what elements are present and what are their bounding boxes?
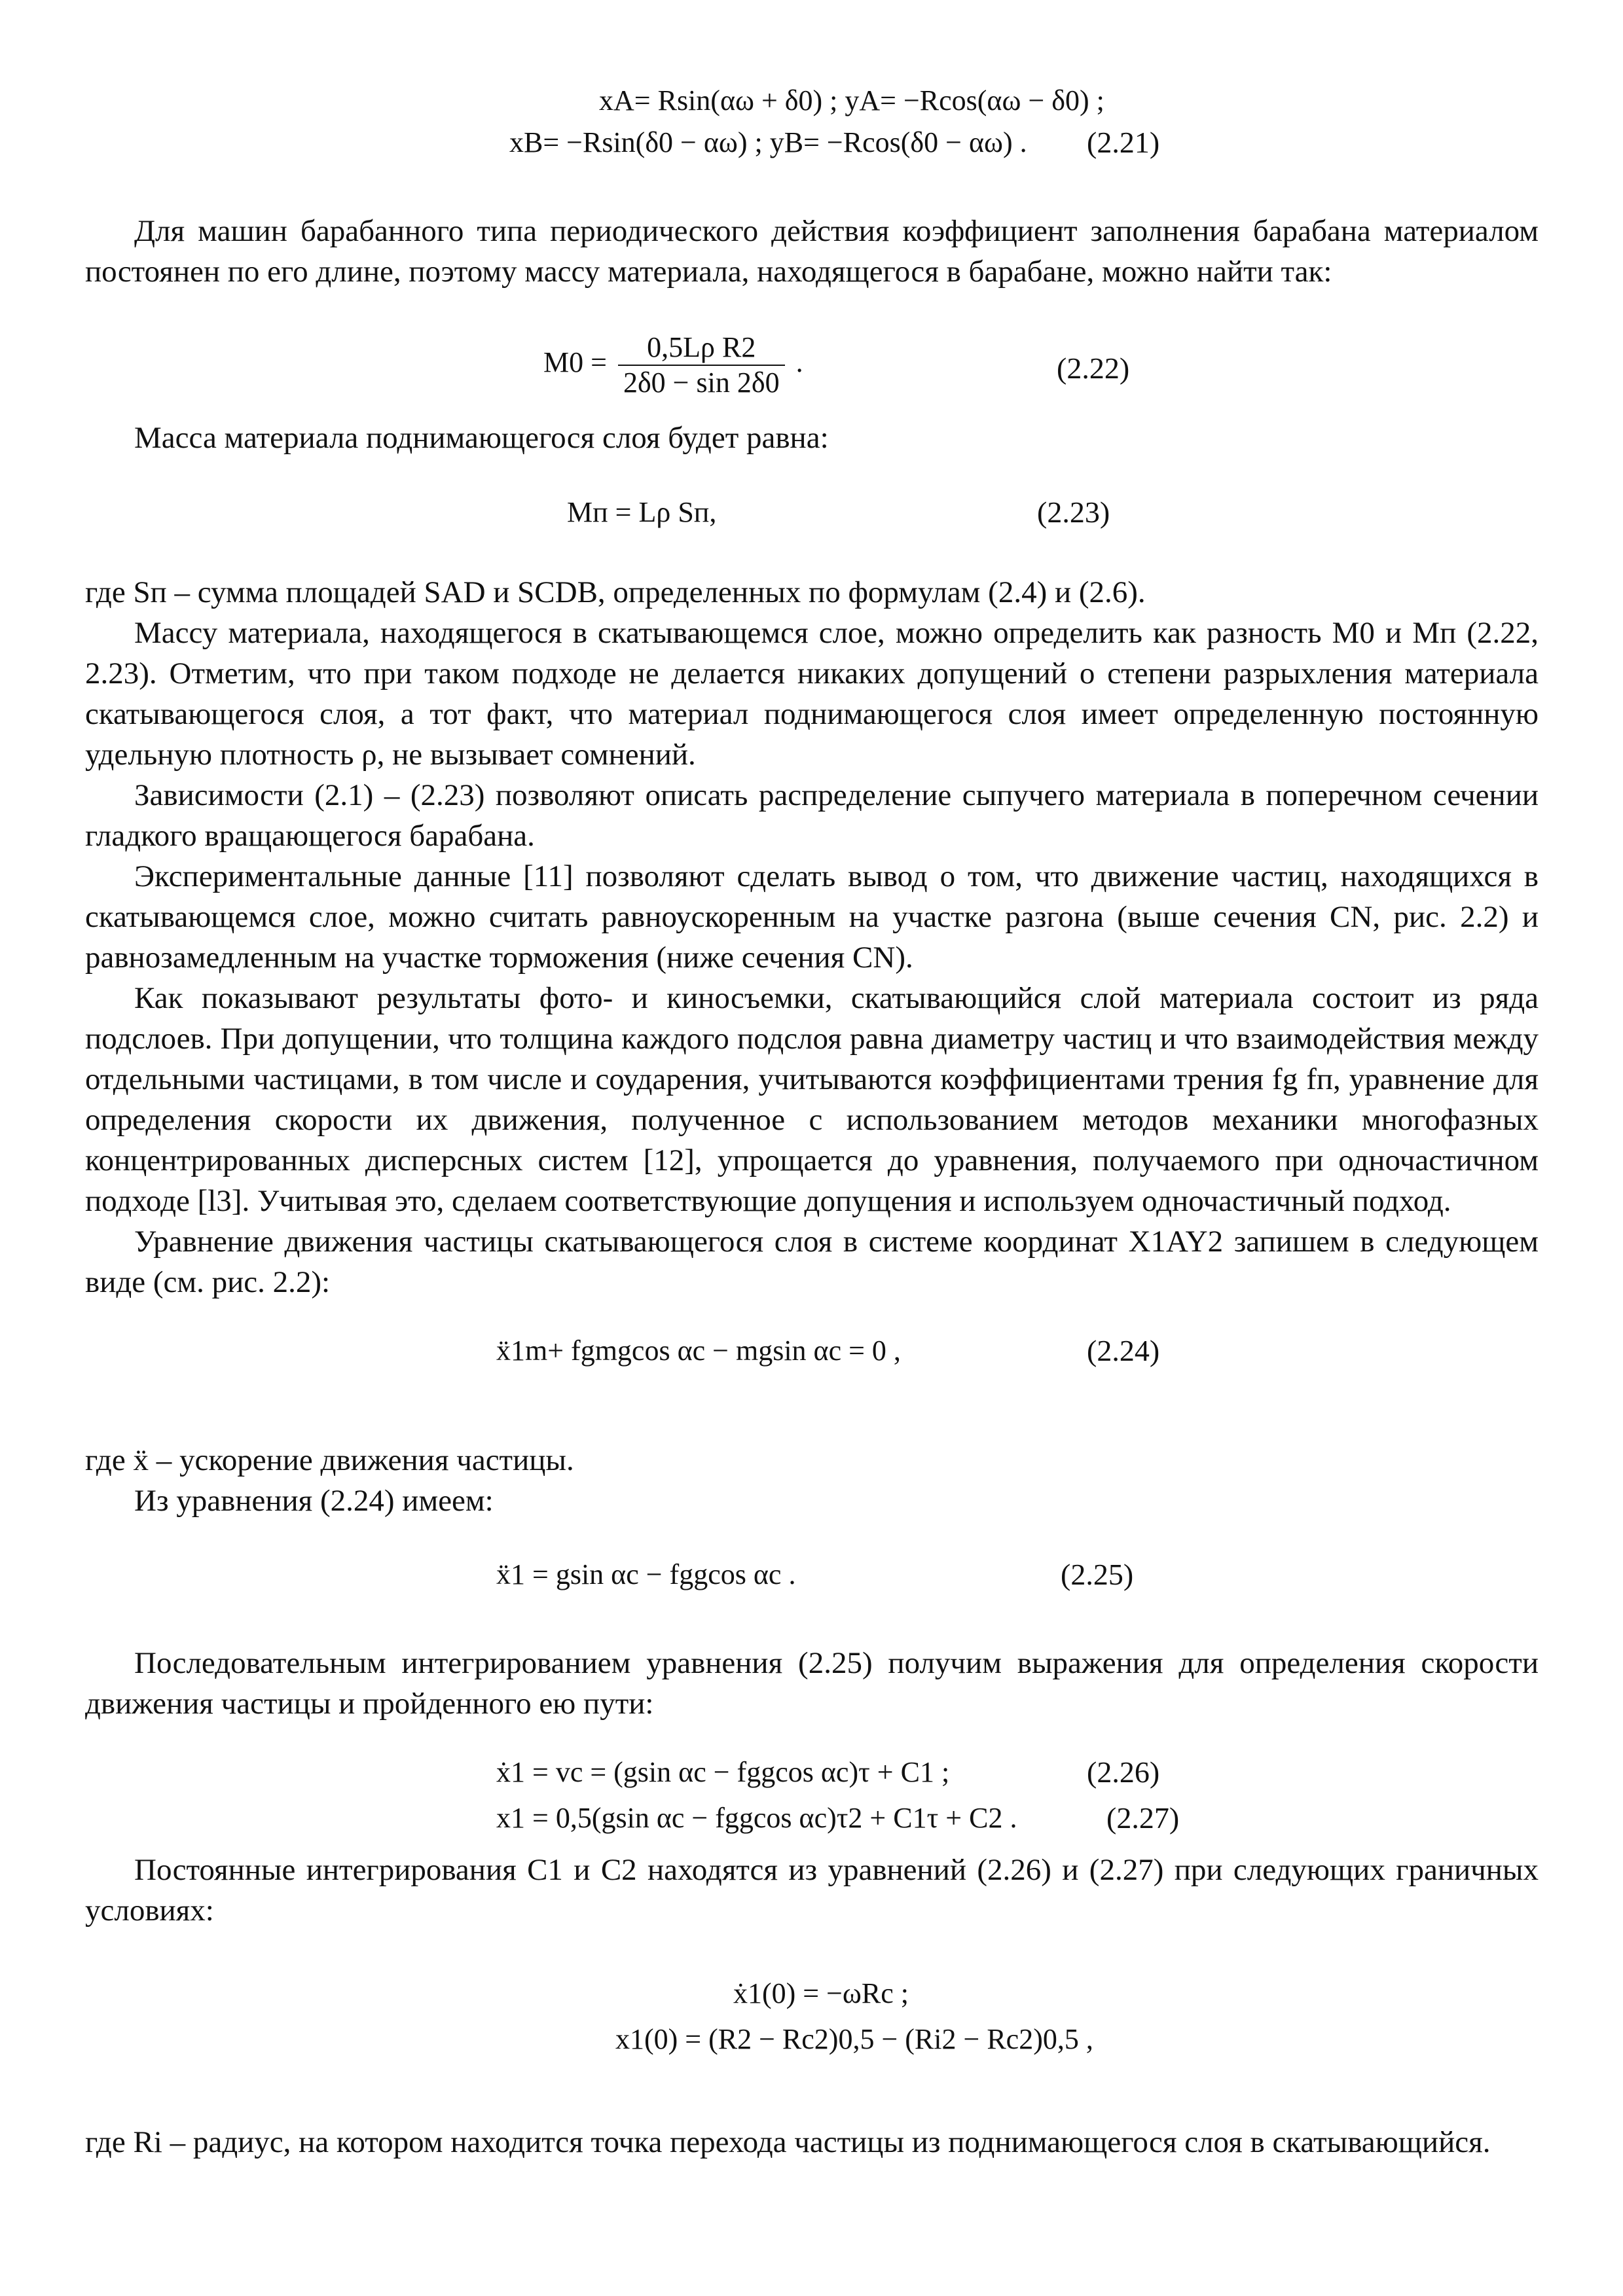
paragraph-rising-layer: Масса материала поднимающегося слоя будет равна: <box>134 421 829 455</box>
equation-2-23-number: (2.23) <box>1037 495 1110 529</box>
equation-2-22-number: (2.22) <box>1057 351 1130 385</box>
paragraph-sublayers: Как показывают результаты фото- и киносъемки, скатывающийся слой материала состоит из ряда подслоев. При допущении, что толщина каждого подслоя равна диаметру частиц и что взаимодействия между отдельными частицами, в том числе и соударения, учитываются коэффициентами трения fg fп, уравнение для определения скорости их движения, полученное с использованием методов механики многофазных концентрированных дисперсных систем [12], упрощается до уравнения, получаемого при одночастичном подходе [l3]. Учитывая это, сделаем соответствующие допущения и используем одночастичный подход. <box>85 981 1539 1218</box>
equation-2-21-number: (2.21) <box>1087 126 1160 159</box>
equation-2-25: ẍ1 = gsin αc − fggcos αc . <box>496 1558 796 1590</box>
equation-2-25-number: (2.25) <box>1061 1558 1134 1591</box>
equation-2-27-number: (2.27) <box>1106 1801 1180 1835</box>
equation-2-26: ẋ1 = vc = (gsin αc − fggcos αc)τ + C1 ; <box>496 1756 950 1788</box>
equation-2-24-number: (2.24) <box>1087 1334 1160 1367</box>
paragraph-motion-equation: Уравнение движения частицы скатывающегося слоя в системе координат X1AY2 запишем в следующем виде (см. рис. 2.2): <box>85 1225 1539 1299</box>
paragraph-transition-radius: где Ri – радиус, на котором находится точка перехода частицы из поднимающегося слоя в скатывающийся. <box>85 2125 1491 2159</box>
paragraph-rolling-mass: Массу материала, находящегося в скатывающемся слое, можно определить как разность M0 и Mп (2.22, 2.23). Отметим, что при таком подходе не делается никаких допущений о степени разрыхления материала скатывающегося слоя, а тот факт, что материал поднимающегося слоя имеет определенную постоянную удельную плотность ρ, не вызывает сомнений. <box>85 616 1539 772</box>
paragraph-acceleration: где ẍ – ускорение движения частицы. <box>85 1443 574 1477</box>
paragraph-experimental: Экспериментальные данные [11] позволяют сделать вывод о том, что движение частиц, находящихся в скатывающемся слое, можно считать равноускоренным на участке разгона (выше сечения CN, рис. 2.2) и равнозамедленным на участке торможения (ниже сечения CN). <box>85 859 1539 975</box>
equation-2-21-line1: xA= Rsin(αω + δ0) ; yA= −Rcos(αω − δ0) ; <box>599 84 1104 117</box>
paragraph-drum-mass: Для машин барабанного типа периодического действия коэффициент заполнения барабана материалом постоянен по его длине, поэтому массу материала, находящегося в барабане, можно найти так: <box>85 214 1539 289</box>
equation-2-26-number: (2.26) <box>1087 1755 1160 1789</box>
paragraph-sum-areas: где Sп – сумма площадей SAD и SCDB, определенных по формулам (2.4) и (2.6). <box>85 575 1146 609</box>
paragraph-from-equation: Из уравнения (2.24) имеем: <box>134 1484 494 1518</box>
equation-2-23: Mп = Lρ Sп, <box>567 496 717 528</box>
paragraph-integration: Последовательным интегрированием уравнения (2.25) получим выражения для определения скорости движения частицы и пройденного ею пути: <box>85 1646 1539 1721</box>
equation-2-22-denominator: 2δ0 − sin 2δ0 <box>623 367 780 399</box>
equation-2-22-lhs: M0 = <box>543 346 607 379</box>
boundary-condition-2: x1(0) = (R2 − Rc2)0,5 − (Ri2 − Rc2)0,5 , <box>615 2023 1093 2055</box>
paragraph-constants: Постоянные интегрирования C1 и C2 находятся из уравнений (2.26) и (2.27) при следующих граничных условиях: <box>85 1853 1539 1928</box>
equation-2-22-tail: . <box>795 346 803 379</box>
equation-2-27: x1 = 0,5(gsin αc − fggcos αc)τ2 + C1τ + C2 . <box>496 1802 1017 1834</box>
boundary-condition-1: ẋ1(0) = −ωRc ; <box>733 1977 909 2009</box>
paragraph-dependencies: Зависимости (2.1) – (2.23) позволяют описать распределение сыпучего материала в поперечном сечении гладкого вращающегося барабана. <box>85 778 1539 853</box>
equation-2-21-line2: xB= −Rsin(δ0 − αω) ; yB= −Rcos(δ0 − αω) . <box>509 126 1027 158</box>
equation-2-22-numerator: 0,5Lρ R2 <box>618 331 785 366</box>
equation-2-22 <box>543 331 803 400</box>
equation-2-22-fraction <box>618 331 785 400</box>
equation-2-24: ẍ1m+ fgmgcos αc − mgsin αc = 0 , <box>496 1335 901 1367</box>
